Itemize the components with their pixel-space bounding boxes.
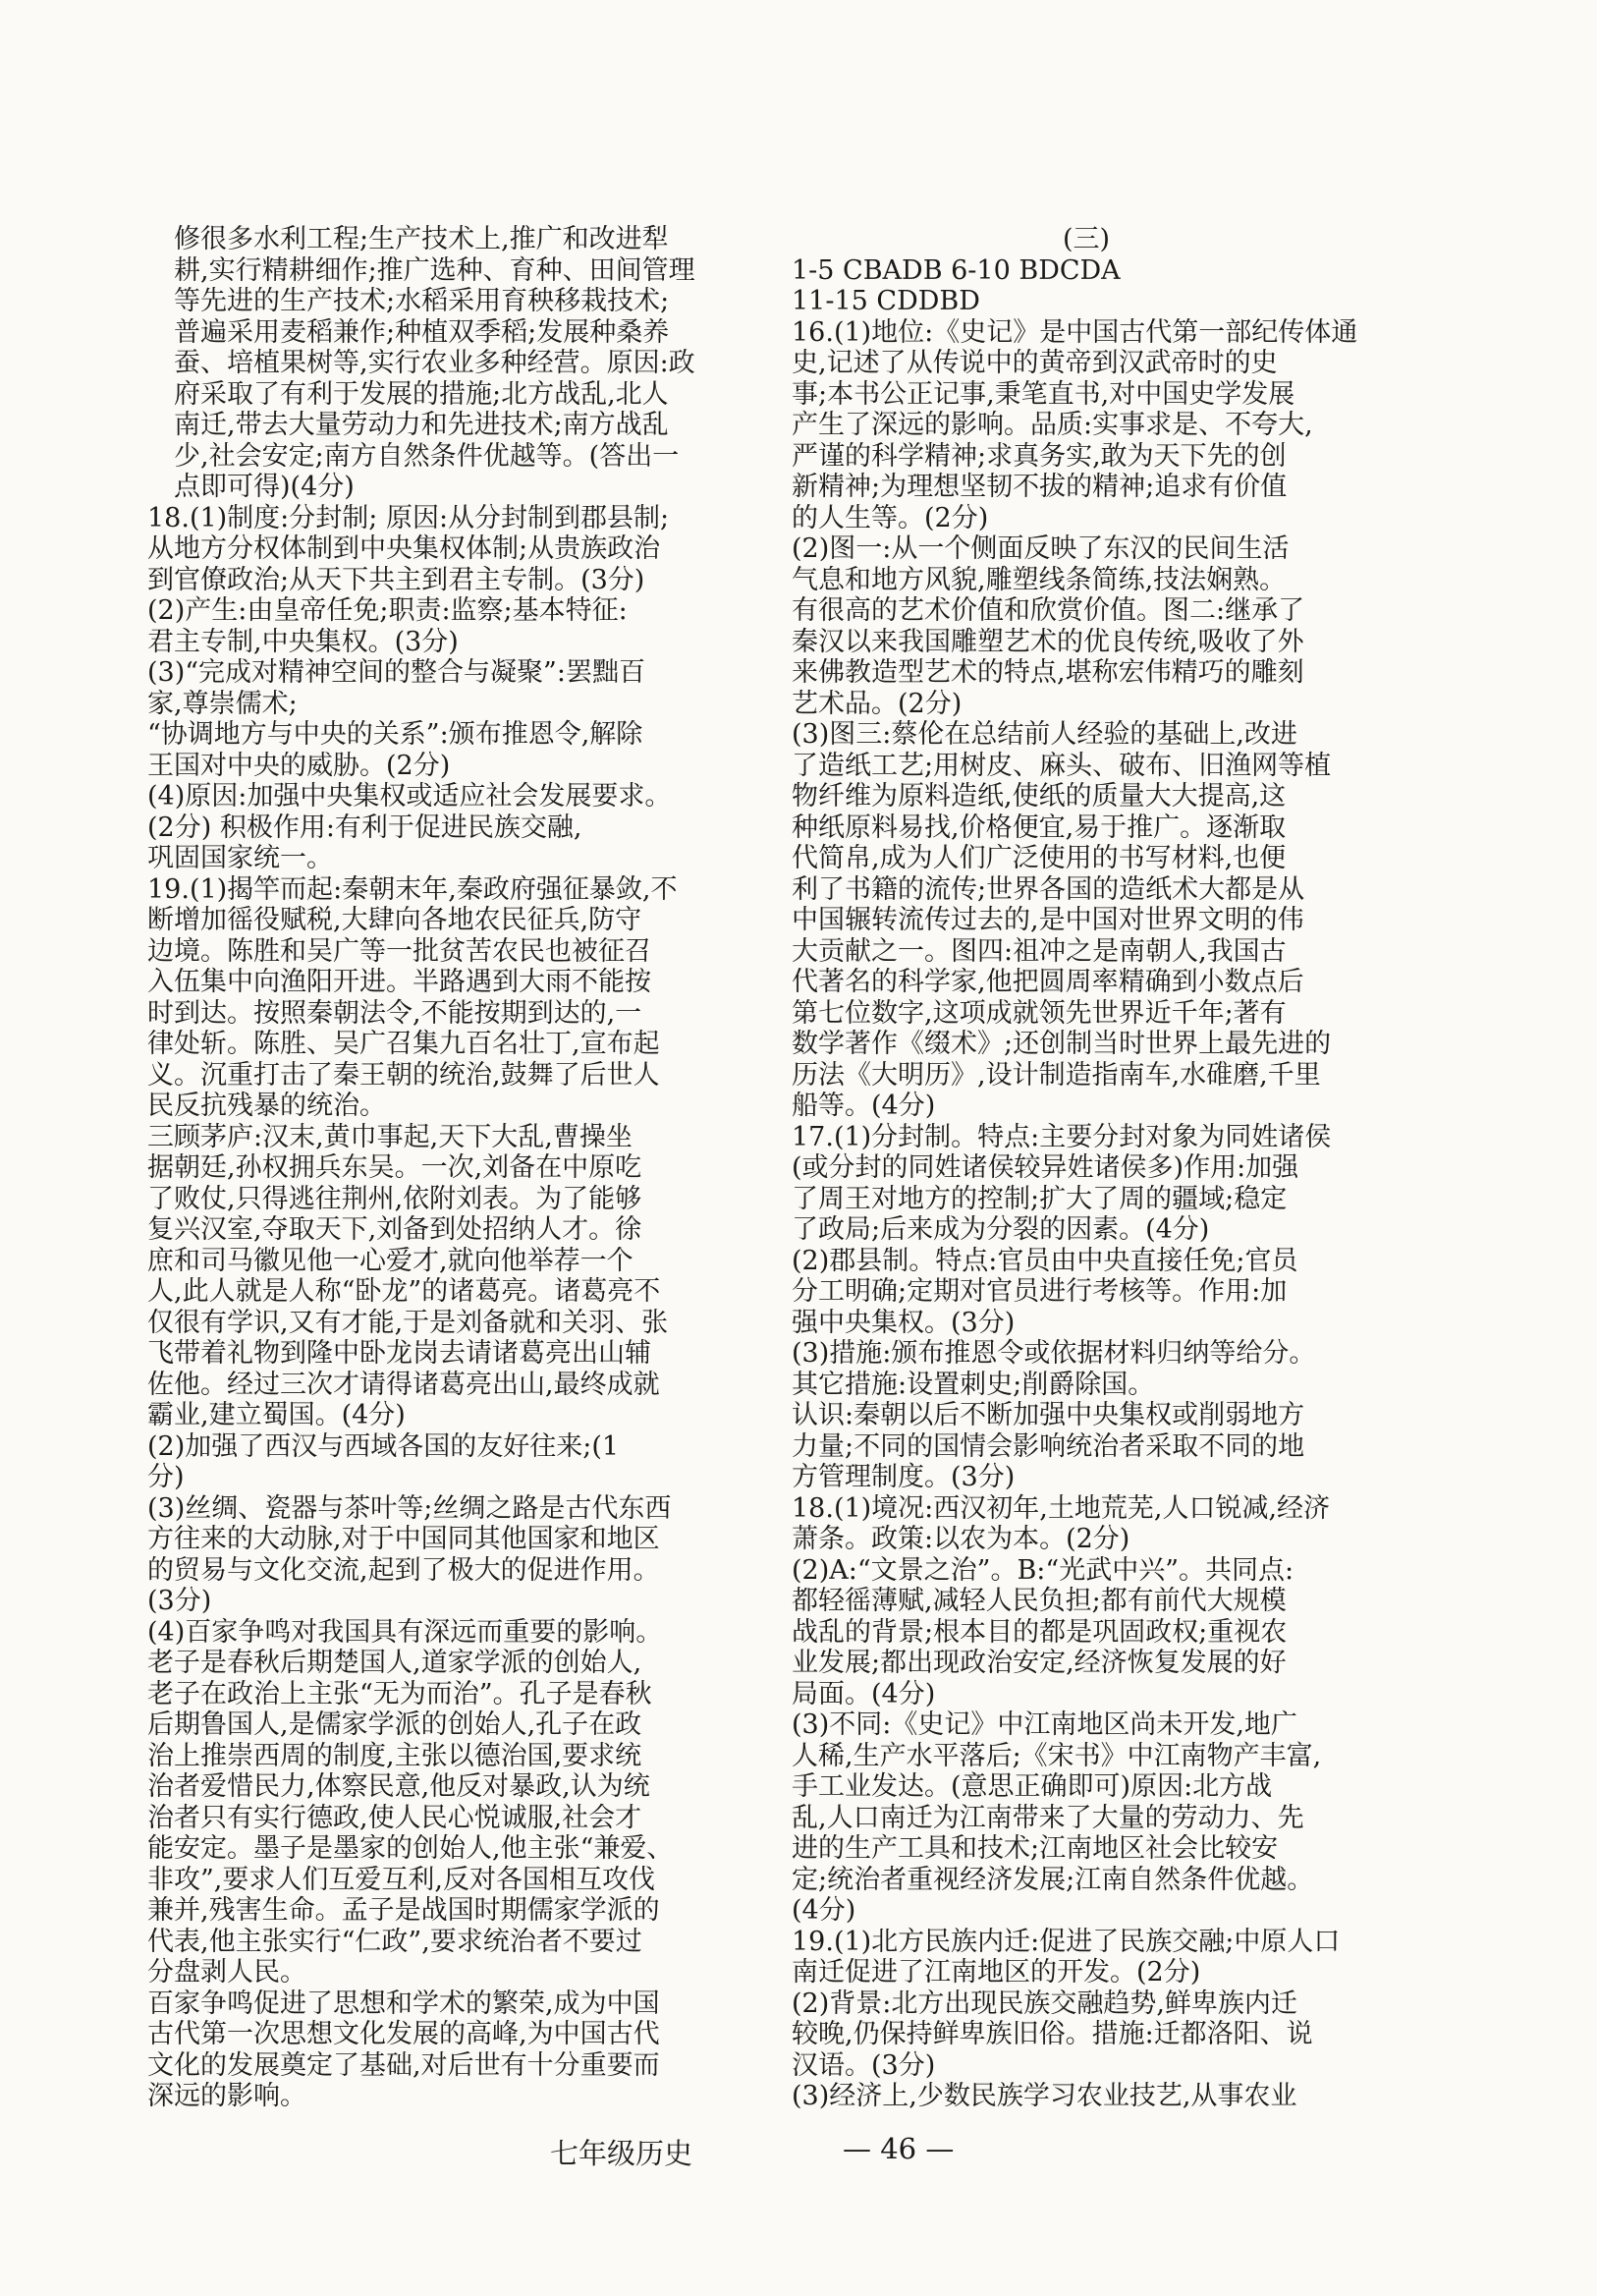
text-line: 都轻徭薄赋,减轻人民负担;都有前代大规模	[792, 1586, 1287, 1616]
text-line: 定;统治者重视经济发展;江南自然条件优越。	[792, 1864, 1314, 1895]
answer-block	[792, 1122, 1381, 1493]
text-line: 17.(1)分封制。特点:主要分封对象为同姓诸侯	[792, 1121, 1332, 1152]
text-line: (3)图三:蔡伦在总结前人经验的基础上,改进	[792, 719, 1297, 750]
text-line: “协调地方与中央的关系”:颁布推恩令,解除	[147, 719, 643, 750]
text-line: 佐他。经过三次才请得诸葛亮出山,最终成就	[147, 1369, 660, 1400]
text-line: 老子是春秋后期楚国人,道家学派的创始人,	[147, 1648, 642, 1678]
text-line: 16.(1)地位:《史记》是中国古代第一部纪传体通	[792, 316, 1358, 348]
text-line: 民反抗残暴的统治。	[147, 1091, 386, 1121]
answer-block	[792, 224, 1381, 255]
text-line: 府采取了有利于发展的措施;北方战乱,北人	[174, 378, 669, 410]
text-line: 利了书籍的流传;世界各国的造纸术大都是从	[792, 873, 1305, 905]
text-line: 19.(1)北方民族内迁:促进了民族交融;中原人口	[792, 1926, 1341, 1957]
text-line: (2)产生:由皇帝任免;职责:监察;基本特征:	[147, 595, 628, 626]
text-line: 产生了深远的影响。品质:实事求是、不夸大,	[792, 410, 1313, 440]
text-line: 文化的发展奠定了基础,对后世有十分重要而	[147, 2049, 660, 2081]
text-line: 认识:秦朝以后不断加强中央集权或削弱地方	[792, 1400, 1305, 1430]
text-line: 到官僚政治;从天下共主到君主专制。(3分)	[147, 564, 645, 595]
answer-block	[147, 503, 737, 874]
text-line: 后期鲁国人,是儒家学派的创始人,孔子在政	[147, 1709, 642, 1740]
text-line: 严谨的科学精神;求真务实,敢为天下先的创	[792, 440, 1287, 472]
text-line: 人稀,生产水平落后;《宋书》中江南物产丰富,	[792, 1740, 1322, 1771]
text-line: 霸业,建立蜀国。(4分)	[147, 1400, 406, 1430]
text-line: 萧条。政策:以农为本。(2分)	[792, 1524, 1130, 1554]
page-number: — 46 —	[843, 2132, 955, 2165]
text-line: 了造纸工艺;用树皮、麻头、破布、旧渔网等植	[792, 750, 1332, 781]
text-line: 艺术品。(2分)	[792, 688, 963, 719]
text-line: 南迁,带去大量劳动力和先进技术;南方战乱	[174, 410, 669, 440]
text-line: (4)百家争鸣对我国具有深远而重要的影响。	[147, 1616, 663, 1648]
text-line: 断增加徭役赋税,大肆向各地农民征兵,防守	[147, 905, 642, 935]
text-line: (3)措施:颁布推恩令或依据材料归纳等给分。	[792, 1338, 1316, 1369]
answer-block	[147, 224, 737, 503]
text-line: 少,社会安定;南方自然条件优越等。(答出一	[174, 440, 680, 472]
text-line: 局面。(4分)	[792, 1678, 936, 1709]
text-line: 家,尊崇儒术;	[147, 688, 298, 719]
text-line: (2分) 积极作用:有利于促进民族交融,	[147, 812, 582, 843]
text-line: 有很高的艺术价值和欣赏价值。图二:继承了	[792, 595, 1305, 626]
text-line: 乱,人口南迁为江南带来了大量的劳动力、先	[792, 1802, 1304, 1833]
text-line: 治上推崇西周的制度,主张以德治国,要求统	[147, 1740, 642, 1771]
text-line: 数学著作《缀术》;还创制当时世界上最先进的	[792, 1029, 1332, 1059]
answer-block	[792, 1927, 1381, 2112]
text-line: 业发展;都出现政治安定,经济恢复发展的好	[792, 1648, 1287, 1678]
text-line: 飞带着礼物到隆中卧龙岗去请诸葛亮出山辅	[147, 1338, 651, 1369]
text-line: 事;本书公正记事,秉笔直书,对中国史学发展	[792, 378, 1295, 410]
text-line: 复兴汉室,夺取天下,刘备到处招纳人才。徐	[147, 1214, 642, 1245]
text-line: 仅很有学识,又有才能,于是刘备就和关羽、张	[147, 1307, 669, 1338]
text-line: 11-15 CDDBD	[792, 286, 980, 316]
text-line: 进的生产工具和技术;江南地区社会比较安	[792, 1833, 1279, 1864]
text-line: 分工明确;定期对官员进行考核等。作用:加	[792, 1276, 1288, 1307]
text-line: 秦汉以来我国雕塑艺术的优良传统,吸收了外	[792, 626, 1304, 657]
text-line: 修很多水利工程;生产技术上,推广和改进犁	[174, 224, 669, 254]
text-line: 19.(1)揭竿而起:秦朝末年,秦政府强征暴敛,不	[147, 873, 678, 905]
text-line: 来佛教造型艺术的特点,堪称宏伟精巧的雕刻	[792, 657, 1304, 688]
left-column	[147, 224, 737, 2112]
text-line: 治者爱惜民力,体察民意,他反对暴政,认为统	[147, 1771, 650, 1802]
text-line: 分)	[147, 1462, 185, 1492]
answer-block	[792, 1493, 1381, 1927]
text-line: 从地方分权体制到中央集权体制;从贵族政治	[147, 533, 661, 564]
answer-block	[792, 317, 1381, 1122]
text-line: 强中央集权。(3分)	[792, 1307, 1016, 1338]
text-line: 大贡献之一。图四:祖冲之是南朝人,我国古	[792, 935, 1287, 967]
text-line: 律处斩。陈胜、吴广召集九百名壮丁,宣布起	[147, 1029, 660, 1059]
text-line: 18.(1)境况:西汉初年,土地荒芜,人口锐减,经济	[792, 1492, 1331, 1524]
answer-block	[147, 874, 737, 2112]
text-line: 的人生等。(2分)	[792, 502, 989, 533]
text-line: 巩固国家统一。	[147, 843, 333, 873]
text-line: 船等。(4分)	[792, 1091, 936, 1121]
text-line: 了败仗,只得逃往荆州,依附刘表。为了能够	[147, 1183, 642, 1214]
text-line: (2)郡县制。特点:官员由中央直接任免;官员	[792, 1245, 1298, 1276]
text-line: (4分)	[792, 1895, 856, 1926]
text-line: 南迁促进了江南地区的开发。(2分)	[792, 1957, 1201, 1988]
text-line: 代著名的科学家,他把圆周率精确到小数点后	[792, 967, 1304, 997]
text-line: 耕,实行精耕细作;推广选种、育种、田间管理	[174, 254, 695, 286]
text-line: 其它措施:设置刺史;削爵除国。	[792, 1369, 1155, 1400]
text-line: 战乱的背景;根本目的都是巩固政权;重视农	[792, 1616, 1288, 1648]
text-line: 力量;不同的国情会影响统治者采取不同的地	[792, 1430, 1305, 1462]
text-line: 等先进的生产技术;水稻采用育秧移栽技术;	[174, 286, 670, 316]
text-line: 第七位数字,这项成就领先世界近千年;著有	[792, 997, 1287, 1029]
text-line: (或分封的同姓诸侯较异姓诸侯多)作用:加强	[792, 1152, 1299, 1183]
text-line: 普遍采用麦稻兼作;种植双季稻;发展种桑养	[174, 316, 670, 348]
text-line: 人,此人就是人称“卧龙”的诸葛亮。诸葛亮不	[147, 1276, 661, 1307]
text-line: (3)经济上,少数民族学习农业技艺,从事农业	[792, 2081, 1297, 2111]
text-line: 边境。陈胜和吴广等一批贫苦农民也被征召	[147, 935, 651, 967]
text-line: (3)丝绸、瓷器与茶叶等;丝绸之路是古代东西	[147, 1492, 672, 1524]
text-line: 能安定。墨子是墨家的创始人,他主张“兼爱、	[147, 1833, 674, 1864]
text-line: 种纸原料易找,价格便宜,易于推广。逐渐取	[792, 812, 1287, 843]
text-line: 老子在政治上主张“无为而治”。孔子是春秋	[147, 1678, 652, 1709]
text-line: 古代第一次思想文化发展的高峰,为中国古代	[147, 2019, 660, 2049]
text-line: 方往来的大动脉,对于中国同其他国家和地区	[147, 1524, 660, 1554]
text-line: 手工业发达。(意思正确即可)原因:北方战	[792, 1771, 1273, 1802]
text-line: (4)原因:加强中央集权或适应社会发展要求。	[147, 781, 672, 812]
text-line: (3分)	[147, 1586, 212, 1616]
text-line: 历法《大明历》,设计制造指南车,水碓磨,千里	[792, 1059, 1321, 1091]
text-line: 物纤维为原料造纸,使纸的质量大大提高,这	[792, 781, 1287, 812]
text-line: 史,记述了从传说中的黄帝到汉武帝时的史	[792, 348, 1278, 378]
text-line: 三顾茅庐:汉末,黄巾事起,天下大乱,曹操坐	[147, 1121, 633, 1152]
footer-subject: 七年级历史	[550, 2137, 693, 2170]
text-line: 百家争鸣促进了思想和学术的繁荣,成为中国	[147, 1988, 660, 2019]
text-line: 新精神;为理想坚韧不拔的精神;追求有价值	[792, 472, 1288, 502]
text-line: 君主专制,中央集权。(3分)	[147, 626, 459, 657]
text-line: (三)	[1062, 224, 1111, 254]
text-line: 方管理制度。(3分)	[792, 1462, 1016, 1492]
text-line: 兼并,残害生命。孟子是战国时期儒家学派的	[147, 1895, 660, 1926]
text-line: 的贸易与文化交流,起到了极大的促进作用。	[147, 1554, 660, 1586]
text-line: 深远的影响。	[147, 2081, 306, 2111]
text-line: 蚕、培植果树等,实行农业多种经营。原因:政	[174, 348, 695, 378]
text-line: 分盘剥人民。	[147, 1957, 306, 1988]
text-line: 1-5 CBADB 6-10 BDCDA	[792, 254, 1121, 286]
right-column	[792, 224, 1381, 2112]
text-line: 时到达。按照秦朝法令,不能按期到达的,一	[147, 997, 642, 1029]
text-line: (2)加强了西汉与西域各国的友好往来;(1	[147, 1430, 620, 1462]
text-line: 点即可得)(4分)	[174, 472, 355, 502]
text-line: (3)不同:《史记》中江南地区尚未开发,地广	[792, 1709, 1297, 1740]
text-line: 非攻”,要求人们互爱互利,反对各国相互攻伐	[147, 1864, 655, 1895]
text-line: 庶和司马徽见他一心爱才,就向他举荐一个	[147, 1245, 633, 1276]
text-line: 气息和地方风貌,雕塑线条简练,技法娴熟。	[792, 564, 1287, 595]
text-line: 了周王对地方的控制;扩大了周的疆域;稳定	[792, 1183, 1288, 1214]
text-line: 王国对中央的威胁。(2分)	[147, 750, 451, 781]
text-line: 入伍集中向渔阳开进。半路遇到大雨不能按	[147, 967, 651, 997]
text-line: (2)图一:从一个侧面反映了东汉的民间生活	[792, 533, 1290, 564]
text-line: (3)“完成对精神空间的整合与凝聚”:罢黜百	[147, 657, 645, 688]
text-line: 汉语。(3分)	[792, 2049, 936, 2081]
text-line: 18.(1)制度:分封制; 原因:从分封制到郡县制;	[147, 502, 670, 533]
text-line: 代表,他主张实行“仁政”,要求统治者不要过	[147, 1926, 642, 1957]
text-line: 据朝廷,孙权拥兵东吴。一次,刘备在中原吃	[147, 1152, 642, 1183]
text-line: (2)背景:北方出现民族交融趋势,鲜卑族内迁	[792, 1988, 1297, 2019]
text-line: (2)A:“文景之治”。B:“光武中兴”。共同点:	[792, 1554, 1294, 1586]
text-line: 治者只有实行德政,使人民心悦诚服,社会才	[147, 1802, 642, 1833]
answer-block	[792, 255, 1381, 317]
text-line: 中国辗转流传过去的,是中国对世界文明的伟	[792, 905, 1304, 935]
text-line: 较晚,仍保持鲜卑族旧俗。措施:迁都洛阳、说	[792, 2019, 1313, 2049]
text-line: 代简帛,成为人们广泛使用的书写材料,也便	[792, 843, 1287, 873]
text-line: 义。沉重打击了秦王朝的统治,鼓舞了后世人	[147, 1059, 660, 1091]
text-line: 了政局;后来成为分裂的因素。(4分)	[792, 1214, 1210, 1245]
